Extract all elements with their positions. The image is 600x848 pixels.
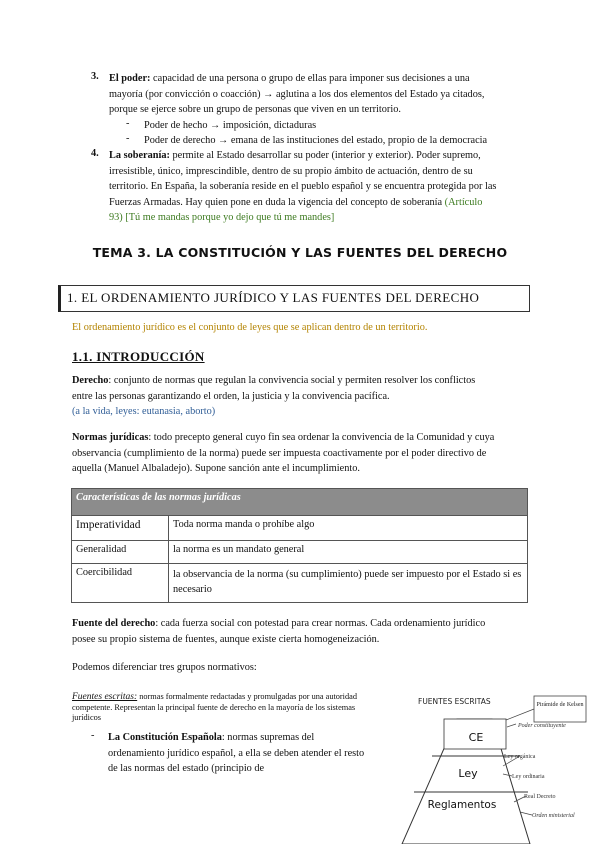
table-cell-name: Generalidad	[72, 541, 169, 564]
kelsen-pyramid-diagram	[392, 694, 592, 844]
kelsen-box	[534, 696, 586, 722]
diagram-title: FUENTES ESCRITAS	[418, 697, 491, 706]
item-3-text: El poder: capacidad de una persona o grupo de ellas para imponer sus decisiones a una mayoría (por convicción o coacción) → aglutina a los dos elementos del Estado ya citados, porque se ejerce sobre un grupo de personas que viven en un territorio.	[109, 73, 485, 116]
label-ley-ordinaria: Ley ordinaria	[512, 774, 545, 780]
pyramid-label-reglamentos: Reglamentos	[427, 799, 497, 811]
table-cell-name: Imperatividad	[72, 516, 169, 541]
fuentes-escritas-paragraph: Fuentes escritas: normas formalmente redactadas y promulgadas por una autoridad competente. Representan la principal fuente de derecho en la mayoría de los sistemas jurídicos	[72, 692, 357, 723]
table-row	[72, 516, 528, 541]
section-heading-box	[58, 285, 530, 312]
label-poder-constituyente: Poder constituyente	[518, 723, 566, 729]
item-4-text: La soberanía: permite al Estado desarrollar su poder (interior y exterior). Poder supremo, irresistible, único, imprescindible, dentro de su propio ámbito de actuación, dentro de su territorio. En España, la soberanía reside en el pueblo español y se encuentra protegida por las Fuerzas Armadas. Hay quien pone en duda la vigencia del concepto de soberanía (Artículo 93) [Tú me mandas porque yo dejo que tú me mandes]	[109, 150, 497, 224]
tema-title: TEMA 3. LA CONSTITUCIÓN Y LAS FUENTES DEL DERECHO	[92, 245, 508, 260]
subsection-title: 1.1. INTRODUCCIÓN	[72, 349, 205, 364]
label-arrow	[520, 812, 532, 815]
table-header: Características de las normas jurídicas	[72, 489, 528, 516]
item-3-number: 3.	[91, 71, 99, 82]
constitucion-term: La Constitución Española	[108, 732, 222, 743]
derecho-note: (a la vida, leyes: eutanasia, aborto)	[72, 406, 216, 418]
item-3-sub-1: Poder de hecho → imposición, dictaduras	[144, 120, 317, 131]
item-3-term: El poder:	[109, 73, 151, 84]
characteristics-table	[71, 488, 528, 603]
section-1-title: 1. EL ORDENAMIENTO JURÍDICO Y LAS FUENTES DEL DERECHO	[67, 290, 480, 305]
label-orden-ministerial: Orden ministerial	[532, 813, 575, 819]
grupos-intro: Podemos diferenciar tres grupos normativos:	[72, 662, 257, 673]
table-cell-desc: Toda norma manda o prohíbe algo	[169, 516, 528, 541]
kelsen-arrow	[506, 709, 534, 720]
pyramid-label-ce: CE	[468, 731, 484, 744]
pyramid-label-ley: Ley	[458, 767, 478, 780]
item-4-term: La soberanía:	[109, 150, 170, 161]
normas-paragraph: Normas jurídicas: todo precepto general cuyo fin sea ordenar la convivencia de la Comunidad y cuya observancia (cumplimiento de la norma) puede ser impuesta coactivamente por el poder directivo de aquella (Manuel Albaladejo). Supone sanción ante el incumplimiento.	[72, 432, 495, 475]
constitucion-paragraph: La Constitución Española: normas supremas del ordenamiento jurídico español, a ella se deben atender el resto de las normas del estado (principio de	[108, 732, 365, 775]
ordenamiento-definition: El ordenamiento jurídico es el conjunto de leyes que se aplican dentro de un territorio.	[72, 322, 428, 333]
table-cell-name: Coercibilidad	[72, 564, 169, 603]
derecho-paragraph: Derecho: conjunto de normas que regulan la convivencia social y permiten resolver los conflictos entre las personas garantizando el orden, la justicia y la convivencia pacífica. (a la vida, leyes: eutanasia, aborto)	[72, 373, 542, 420]
table-row	[72, 564, 528, 603]
label-ley-organica: Ley orgánica	[504, 754, 536, 760]
kelsen-label: Pirámide de Kelsen	[536, 702, 584, 708]
derecho-term: Derecho	[72, 375, 109, 386]
normas-term: Normas jurídicas	[72, 432, 149, 443]
bullet-dash: -	[126, 118, 130, 129]
fuentes-escritas-term: Fuentes escritas:	[72, 692, 138, 702]
table-cell-desc: la norma es un mandato general	[169, 541, 528, 564]
bullet-dash: -	[91, 730, 95, 741]
table-row	[72, 541, 528, 564]
fuente-paragraph: Fuente del derecho: cada fuerza social con potestad para crear normas. Cada ordenamiento jurídico posee su propio sistema de fuentes, aunque existe cierta homogeneización.	[72, 618, 486, 645]
item-4-number: 4.	[91, 148, 99, 159]
bullet-dash: -	[126, 133, 130, 144]
table-cell-desc: la observancia de la norma (su cumplimiento) puede ser impuesto por el Estado si es necesario	[169, 564, 528, 603]
fuente-term: Fuente del derecho	[72, 618, 156, 629]
item-3-sub-2: Poder de derecho → emana de las instituciones del estado, propio de la democracia	[144, 135, 488, 146]
label-real-decreto: Real Decreto	[524, 794, 556, 800]
label-arrow	[507, 724, 516, 727]
